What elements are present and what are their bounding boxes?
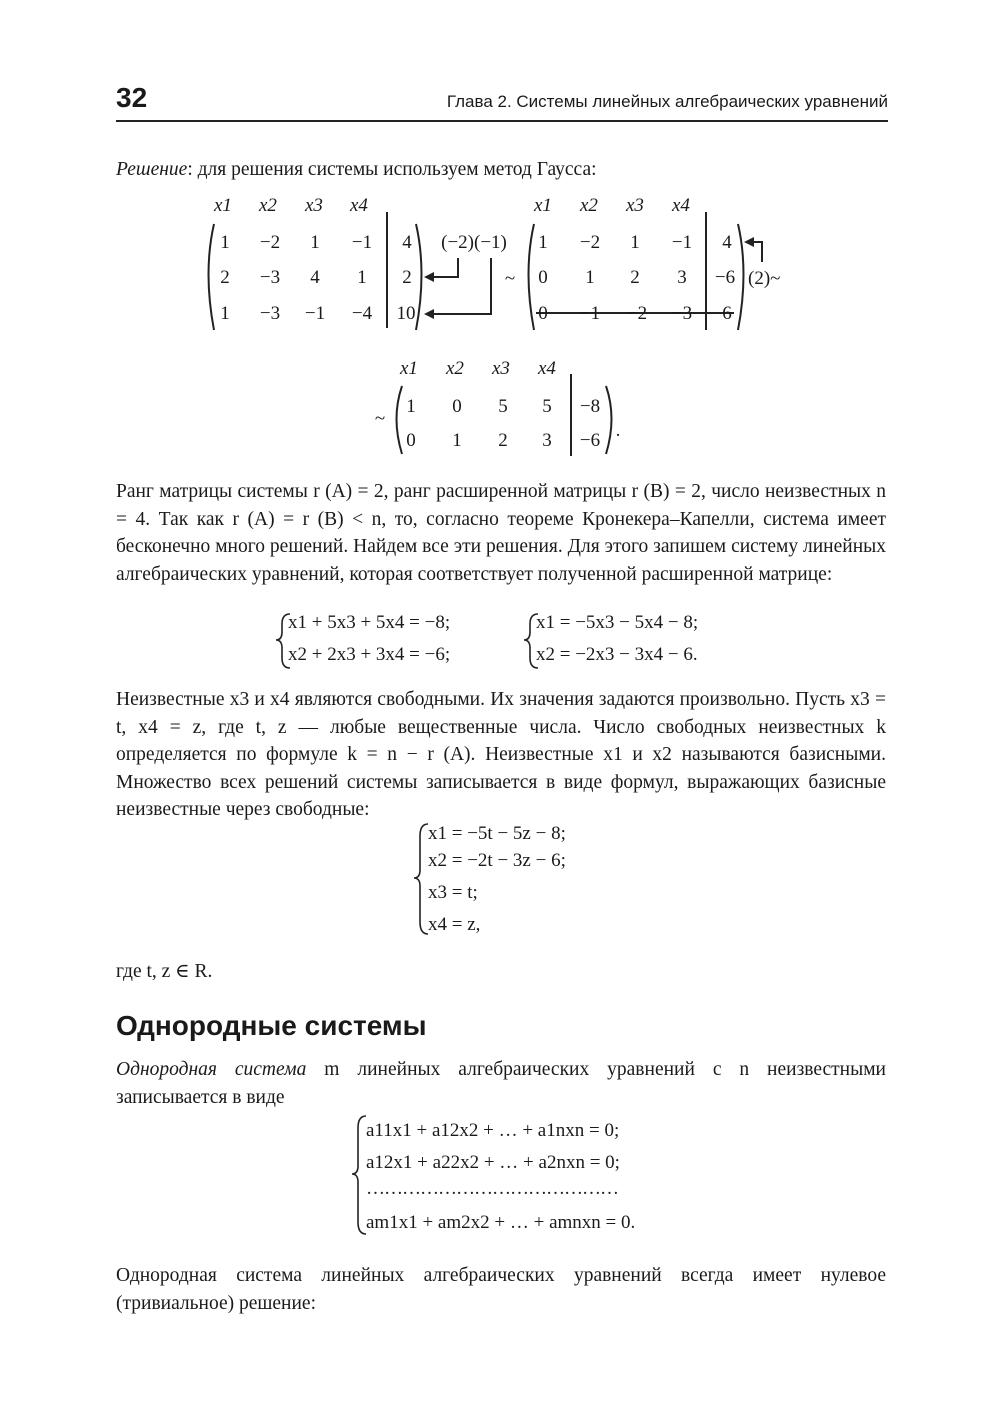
m2-cell: −1 [671, 232, 693, 253]
solution-text: : для решения системы используем метод Гаусса: [187, 159, 597, 180]
m1-header-x1: x1 [214, 195, 232, 216]
m3-cell: −8 [579, 396, 601, 417]
m2-cell: 0 [538, 267, 548, 288]
m2-op-tilde: ~ [770, 268, 781, 289]
m2-cell: 6 [722, 303, 732, 324]
m1-cell: −3 [259, 267, 281, 288]
m1-cell: −1 [304, 303, 326, 324]
m1-cell: 4 [402, 232, 412, 253]
m1-cell: 4 [310, 267, 320, 288]
free-variables-paragraph: Неизвестные x3 и x4 являются свободными. Их значения задаются произвольно. Пусть x3 = t, x4 = z, где t, z — любые вещественные числа. Число свободных неизвестных k определяется по формуле k = n − r (A). Неизвестные x1 и x2 называются базисными. Множество всех решений системы записывается в виде формул, выражающих базисные неизвестные через свободные: [116, 689, 886, 820]
m3-header-x2: x2 [446, 358, 464, 379]
m1-header-x4: x4 [350, 195, 368, 216]
m1-cell: 2 [402, 267, 412, 288]
rank-paragraph: Ранг матрицы системы r (A) = 2, ранг расширенной матрицы r (B) = 2, число неизвестных n = 4. Так как r (A) = r (B) < n, то, согласно теореме Кронекера–Капелли, система имеет бесконечно много решений. Найдем все эти решения. Для этого запишем систему линейных алгебраических уравнений, которая соответствует полученной расширенной матрице: [116, 481, 886, 585]
m2-cell: 2 [630, 267, 640, 288]
solution-eq4: x4 = z, [428, 914, 481, 935]
m1-cell: 1 [220, 232, 230, 253]
m1-cell: −3 [259, 303, 281, 324]
m2-op-text: (2) [748, 268, 771, 289]
m3-cell: 5 [542, 396, 552, 417]
system-right-eq1: x1 = −5x3 − 5x4 − 8; [536, 612, 699, 633]
m3-cell: 3 [542, 430, 552, 451]
m2-header-x1: x1 [534, 195, 552, 216]
m1-cell: −1 [351, 232, 373, 253]
chapter-title: Глава 2. Системы линейных алгебраических уравнений [446, 92, 888, 111]
m3-header-x1: x1 [400, 358, 418, 379]
homog-eq2: a12x1 + a22x2 + … + a2nxn = 0; [366, 1152, 620, 1173]
m3-cell: 1 [452, 430, 462, 451]
m3-cell: 1 [406, 396, 416, 417]
m1-header-x3: x3 [305, 195, 323, 216]
m3-header-x4: x4 [538, 358, 556, 379]
m3-cell: 0 [452, 396, 462, 417]
homog-intro-text: m линейных алгебраических уравнений с n неизвестными записывается в виде [116, 1059, 886, 1108]
m1-cell: 1 [310, 232, 320, 253]
m3-tilde: ~ [374, 408, 386, 429]
m1-header-x2: x2 [259, 195, 277, 216]
m2-header-x4: x4 [672, 195, 690, 216]
homog-eq-m: am1x1 + am2x2 + … + amnxn = 0. [366, 1212, 636, 1233]
m2-header-x3: x3 [626, 195, 644, 216]
m1-cell: 2 [220, 267, 230, 288]
m2-cell: −2 [579, 232, 601, 253]
m2-cell: 1 [585, 267, 595, 288]
m2-cell: 0 [538, 303, 548, 324]
m1-cell: −2 [259, 232, 281, 253]
homog-term: Однородная система [116, 1059, 307, 1080]
system-right-eq2: x2 = −2x3 − 3x4 − 6. [536, 644, 698, 665]
system-left-eq2: x2 + 2x3 + 3x4 = −6; [288, 644, 451, 665]
m1-cell: 10 [396, 303, 416, 324]
where-line: где t, z ∈ R. [116, 961, 213, 982]
m3-cell: 2 [498, 430, 508, 451]
m2-cell: 3 [677, 267, 687, 288]
m3-cell: 0 [406, 430, 416, 451]
m2-cell: −6 [714, 267, 736, 288]
system-left-eq1: x1 + 5x3 + 5x4 = −8; [288, 612, 451, 633]
solution-eq1: x1 = −5t − 5z − 8; [428, 823, 566, 844]
homog-eq1: a11x1 + a12x2 + … + a1nxn = 0; [366, 1120, 620, 1141]
m2-cell: −3 [671, 303, 693, 324]
m3-period: . [615, 420, 621, 441]
m2-cell: 4 [722, 232, 732, 253]
section-heading: Однородные системы [116, 1010, 427, 1041]
m1-cell: 1 [357, 267, 367, 288]
m2-tilde: ~ [504, 268, 516, 289]
homog-dots: …………………………………… [366, 1178, 618, 1199]
m3-cell: −6 [579, 430, 601, 451]
m1-operation-label: (−2)(−1) [441, 232, 507, 253]
page-number: 32 [116, 82, 148, 113]
m2-cell: −1 [579, 303, 601, 324]
solution-eq2: x2 = −2t − 3z − 6; [428, 850, 566, 871]
m2-cell: −2 [626, 303, 648, 324]
m1-cell: −4 [351, 303, 373, 324]
m3-header-x3: x3 [492, 358, 510, 379]
m3-cell: 5 [498, 396, 508, 417]
solution-label: Решение [116, 159, 188, 180]
m1-cell: 1 [220, 303, 230, 324]
homog-intro [116, 1056, 886, 1111]
m2-cell: 1 [630, 232, 640, 253]
solution-eq3: x3 = t; [428, 882, 478, 903]
final-paragraph: Однородная система линейных алгебраических уравнений всегда имеет нулевое (тривиальное) решение: [116, 1265, 886, 1314]
m2-cell: 1 [538, 232, 548, 253]
m2-header-x2: x2 [580, 195, 598, 216]
